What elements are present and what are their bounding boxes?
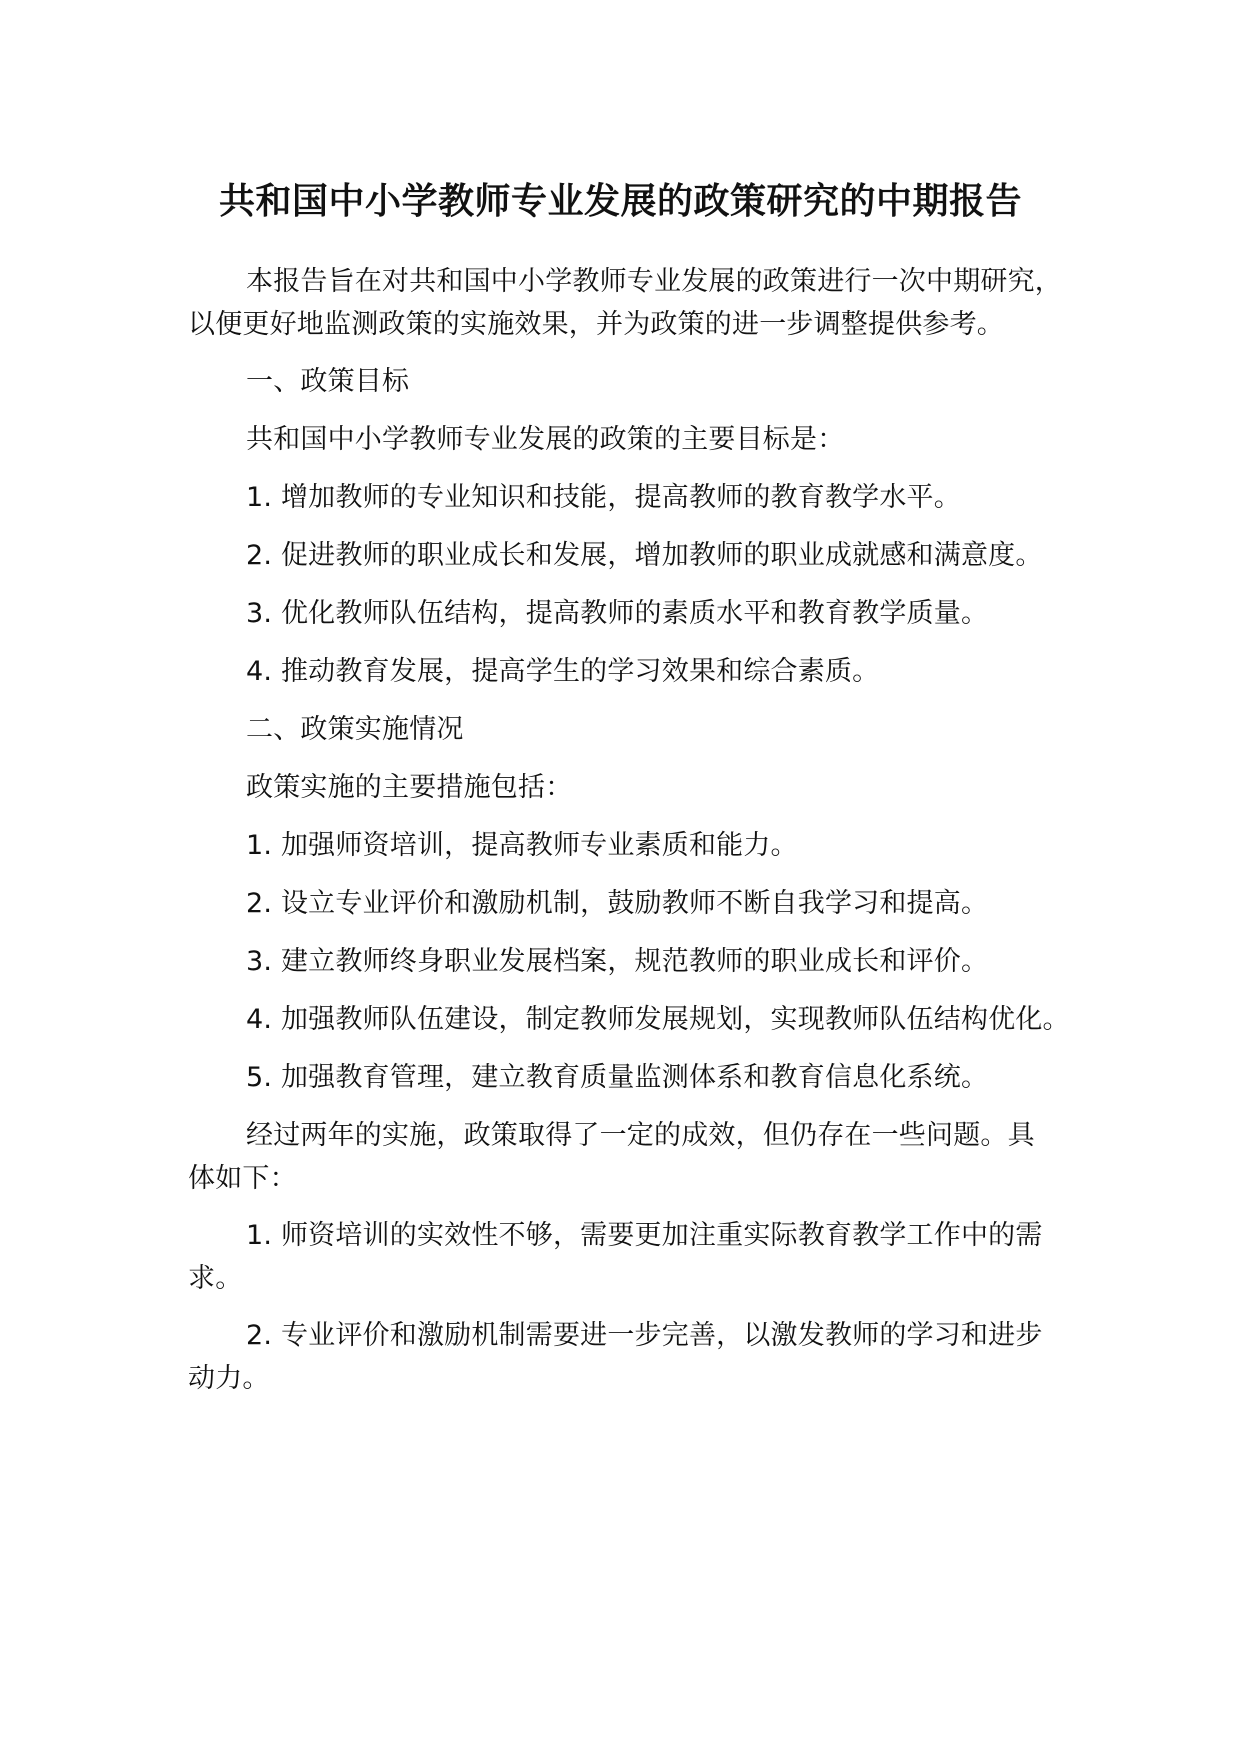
section-heading-goals: 一、政策目标 xyxy=(246,366,410,397)
goal-item: 2. 促进教师的职业成长和发展，增加教师的职业成就感和满意度。 xyxy=(246,540,1043,571)
measure-item: 2. 设立专业评价和激励机制，鼓励教师不断自我学习和提高。 xyxy=(246,888,989,919)
goal-item: 3. 优化教师队伍结构，提高教师的素质水平和教育教学质量。 xyxy=(246,598,989,629)
document-title: 共和国中小学教师专业发展的政策研究的中期报告 xyxy=(218,181,1022,222)
intro-paragraph-line: 本报告旨在对共和国中小学教师专业发展的政策进行一次中期研究， xyxy=(246,266,1062,297)
measure-item: 3. 建立教师终身职业发展档案，规范教师的职业成长和评价。 xyxy=(246,946,989,977)
problem-item-line: 动力。 xyxy=(188,1363,270,1394)
measure-item: 5. 加强教育管理，建立教育质量监测体系和教育信息化系统。 xyxy=(246,1062,989,1093)
goal-item: 1. 增加教师的专业知识和技能，提高教师的教育教学水平。 xyxy=(246,482,961,513)
results-paragraph-line: 体如下： xyxy=(188,1163,297,1194)
measure-item: 1. 加强师资培训，提高教师专业素质和能力。 xyxy=(246,830,798,861)
results-paragraph-line: 经过两年的实施，政策取得了一定的成效，但仍存在一些问题。具 xyxy=(246,1120,1035,1151)
goal-item: 4. 推动教育发展，提高学生的学习效果和综合素质。 xyxy=(246,656,880,687)
intro-paragraph-line: 以便更好地监测政策的实施效果，并为政策的进一步调整提供参考。 xyxy=(188,309,1004,340)
problem-item-line: 1. 师资培训的实效性不够，需要更加注重实际教育教学工作中的需 xyxy=(246,1220,1043,1251)
measures-lead: 政策实施的主要措施包括： xyxy=(246,772,573,803)
goals-lead: 共和国中小学教师专业发展的政策的主要目标是： xyxy=(246,424,845,455)
section-heading-implementation: 二、政策实施情况 xyxy=(246,714,464,745)
problem-item-line: 2. 专业评价和激励机制需要进一步完善，以激发教师的学习和进步 xyxy=(246,1320,1043,1351)
measure-item: 4. 加强教师队伍建设，制定教师发展规划，实现教师队伍结构优化。 xyxy=(246,1004,1070,1035)
problem-item-line: 求。 xyxy=(188,1263,243,1294)
